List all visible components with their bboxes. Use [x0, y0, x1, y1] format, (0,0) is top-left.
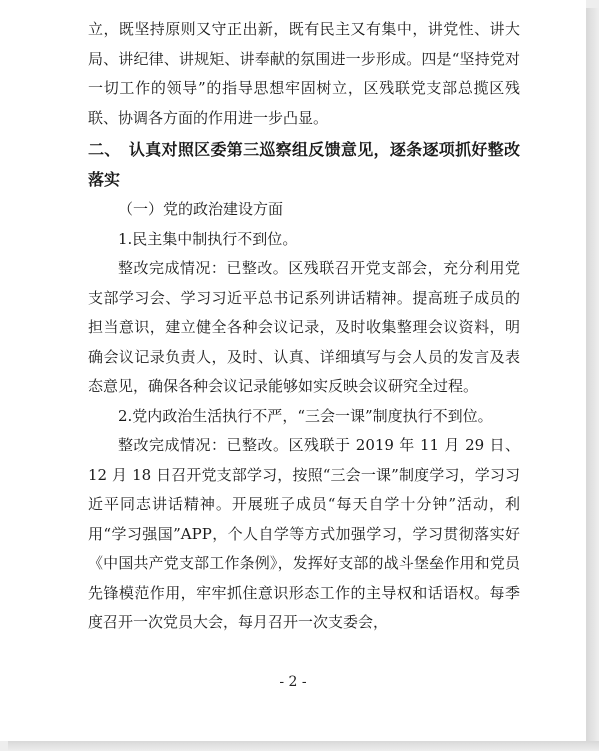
item-heading-2: 2.党内政治生活执行不严，“三会一课”制度执行不到位。	[118, 406, 493, 425]
page-shadow-right	[586, 8, 599, 751]
item-heading-1: 1.民主集中制执行不到位。	[118, 229, 298, 248]
item-2-rectification: 整改完成情况：已整改。区残联于 2019 年 11 月 29 日、12 月 18 日召开党支部学习，按照“三会一课”制度学习，学习习近平同志讲话精神。开展班子成员“每天自学十分钟”活动，利用“学习强国”APP，个人自学等方式加强学习，学习贯彻落实好《中国共产党支部工作条例》，发挥好支部的战斗堡垒作用和党员先锋模范作用，牢牢抓住意识形态工作的主导权和话语权。每季度召开一次党员大会，每月召开一次支委会，	[88, 436, 520, 631]
page-number: - 2 -	[279, 674, 307, 690]
paragraph-continuation: 立，既坚持原则又守正出新，既有民主又有集中，讲党性、讲大局、讲纪律、讲规矩、讲奉献的氛围进一步形成。四是“坚持党对一切工作的领导”的指导思想牢固树立，区残联党支部总揽区残联、协调各方面的作用进一步凸显。	[88, 20, 520, 127]
page-shadow-bottom	[8, 741, 599, 751]
document-body	[88, 15, 520, 638]
subsection-heading-political: （一）党的政治建设方面	[118, 200, 284, 218]
item-1-rectification: 整改完成情况：已整改。区残联召开党支部会，充分利用党支部学习会、学习习近平总书记系列讲话精神。提高班子成员的担当意识，建立健全各种会议记录，及时收集整理会议资料，明确会议记录负责人，及时、认真、详细填写与会人员的发言及表态意见，确保各种会议记录能够如实反映会议研究全过程。	[88, 259, 520, 395]
section-heading-2: 二、 认真对照区委第三巡察组反馈意见，逐条逐项抓好整改落实	[88, 140, 520, 189]
